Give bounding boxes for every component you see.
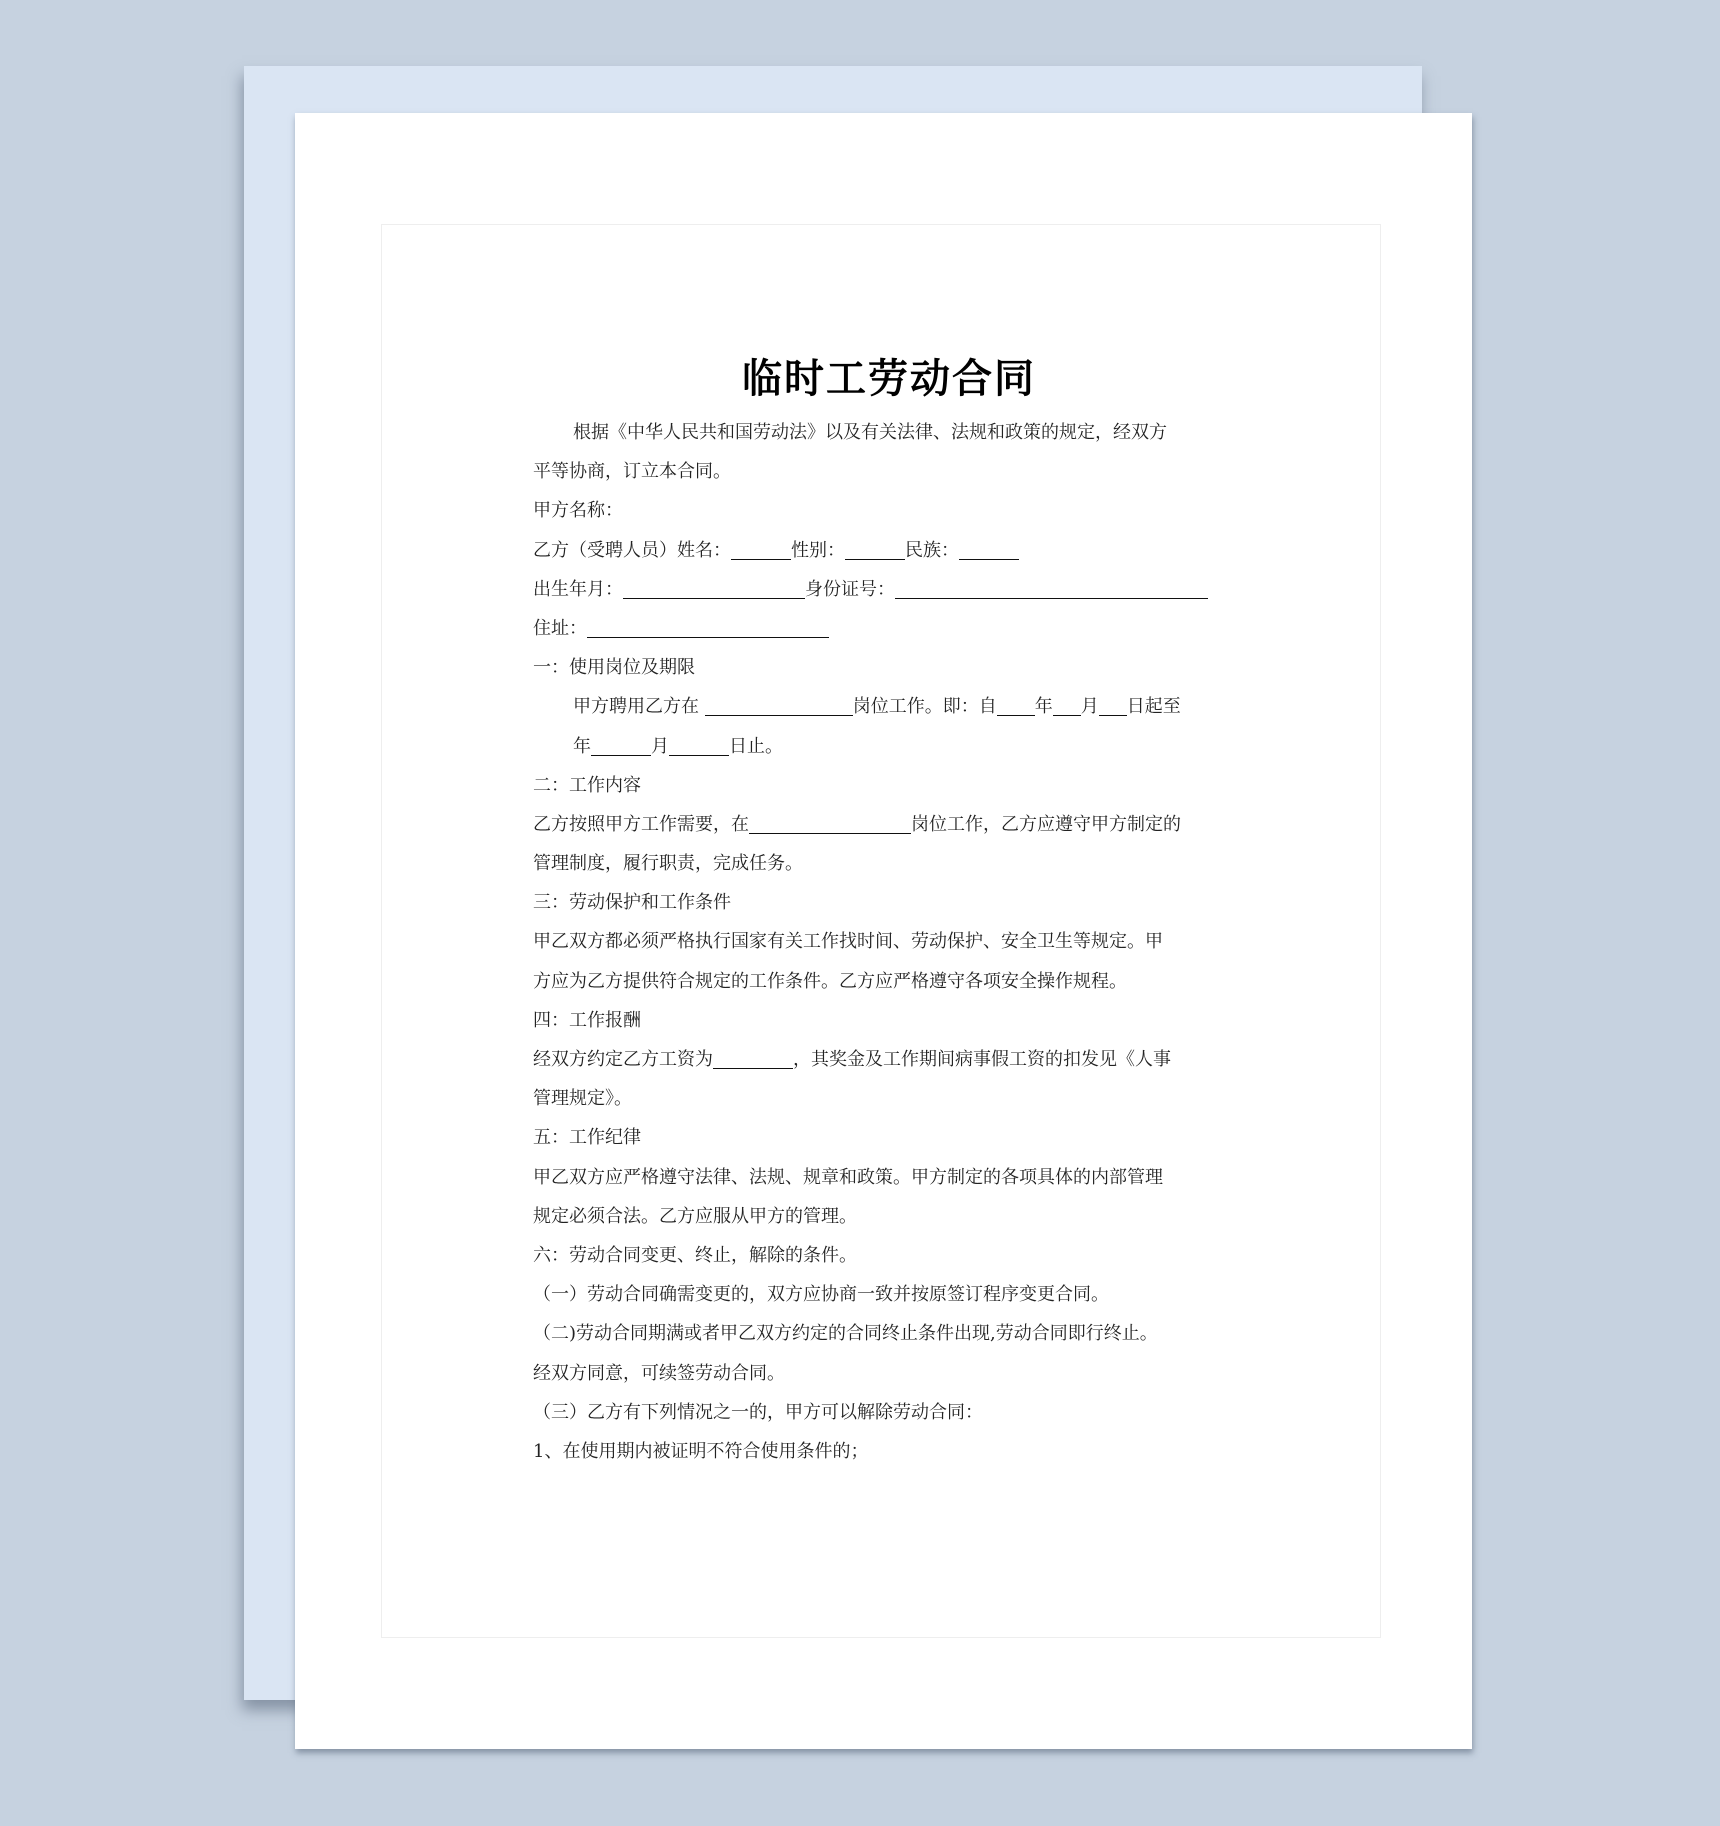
section-2-text: 乙方按照甲方工作需要，在 (533, 813, 749, 835)
section-1-line (533, 687, 1233, 726)
start-day-blank-field[interactable] (1099, 695, 1127, 716)
section-6-subitem: 1、在使用期内被证明不符合使用条件的； (533, 1440, 869, 1462)
gender-label: 性别： (791, 539, 845, 561)
end-year-month-blank-field[interactable] (591, 735, 651, 756)
section-5-line: 规定必须合法。乙方应服从甲方的管理。 (533, 1205, 857, 1227)
birth-id-row (533, 570, 1233, 609)
contract-document (533, 351, 1233, 1471)
section-1-text: 日起至 (1126, 696, 1181, 718)
position-blank-field[interactable] (705, 695, 853, 716)
front-page-sheet (295, 113, 1472, 1749)
party-b-name-label: 乙方（受聘人员）姓名： (533, 539, 731, 561)
section-6-item: （一）劳动合同确需变更的，双方应协商一致并按原签订程序变更合同。 (533, 1284, 1109, 1306)
id-blank-field[interactable] (895, 578, 1208, 599)
section-4-line: 管理规定》。 (533, 1088, 632, 1110)
section-1-line (533, 727, 1233, 766)
section-6-item: （二)劳动合同期满或者甲乙双方约定的合同终止条件出现,劳动合同即行终止。 (533, 1323, 1158, 1345)
intro-paragraph-line: 平等协商，订立本合同。 (533, 461, 731, 483)
start-year-blank-field[interactable] (997, 695, 1035, 716)
section-1-text: 甲方聘用乙方在 (573, 696, 705, 718)
address-blank-field[interactable] (587, 617, 829, 638)
section-4-line (533, 1040, 1233, 1079)
name-blank-field[interactable] (731, 539, 791, 560)
section-2-line: 管理制度，履行职责，完成任务。 (533, 853, 803, 875)
gender-blank-field[interactable] (845, 539, 905, 560)
ethnicity-blank-field[interactable] (959, 539, 1019, 560)
address-label: 住址： (533, 617, 587, 639)
section-4-text: ，其奖金及工作期间病事假工资的扣发见《人事 (793, 1049, 1171, 1070)
intro-paragraph-line: 根据《中华人民共和国劳动法》以及有关法律、法规和政策的规定，经双方 (573, 422, 1167, 443)
section-6-item: （三）乙方有下列情况之一的，甲方可以解除劳动合同： (533, 1401, 983, 1423)
section-heading: 六：劳动合同变更、终止，解除的条件。 (533, 1244, 857, 1266)
section-3-line: 方应为乙方提供符合规定的工作条件。乙方应严格遵守各项安全操作规程。 (533, 970, 1127, 992)
birth-label: 出生年月： (533, 578, 623, 600)
section-1-text: 岗位工作。即：自 (852, 696, 997, 718)
section-1-text: 月 (651, 735, 669, 757)
section-heading: 二：工作内容 (533, 774, 641, 796)
ethnicity-label: 民族： (905, 539, 959, 561)
start-month-blank-field[interactable] (1053, 695, 1081, 716)
section-6-item: 经双方同意，可续签劳动合同。 (533, 1362, 785, 1384)
section-2-line (533, 805, 1233, 844)
section-4-text: 经双方约定乙方工资为 (533, 1049, 713, 1070)
section-3-line: 甲乙双方都必须严格执行国家有关工作找时间、劳动保护、安全卫生等规定。甲 (533, 931, 1163, 953)
party-a-label: 甲方名称： (533, 500, 623, 522)
section-1-text: 年 (1034, 696, 1053, 718)
document-title: 临时工劳动合同 (742, 356, 1036, 402)
party-a-name-row (533, 491, 1233, 530)
section-heading: 一：使用岗位及期限 (533, 657, 695, 679)
section-heading: 四：工作报酬 (533, 1009, 641, 1031)
section-1-text: 日止。 (729, 735, 783, 757)
section-5-line: 甲乙双方应严格遵守法律、法规、规章和政策。甲方制定的各项具体的内部管理 (533, 1166, 1163, 1188)
section-2-text: 岗位工作，乙方应遵守甲方制定的 (911, 813, 1181, 835)
id-label: 身份证号： (805, 578, 895, 600)
section-heading: 五：工作纪律 (533, 1127, 641, 1149)
section-1-text: 月 (1080, 696, 1099, 718)
section-1-text: 年 (573, 735, 591, 757)
salary-blank-field[interactable] (713, 1048, 793, 1069)
address-row (533, 609, 1233, 648)
birth-blank-field[interactable] (623, 578, 805, 599)
end-day-blank-field[interactable] (669, 735, 729, 756)
party-b-info-row (533, 531, 1233, 570)
section-heading: 三：劳动保护和工作条件 (533, 892, 731, 914)
work-position-blank-field[interactable] (749, 813, 911, 834)
